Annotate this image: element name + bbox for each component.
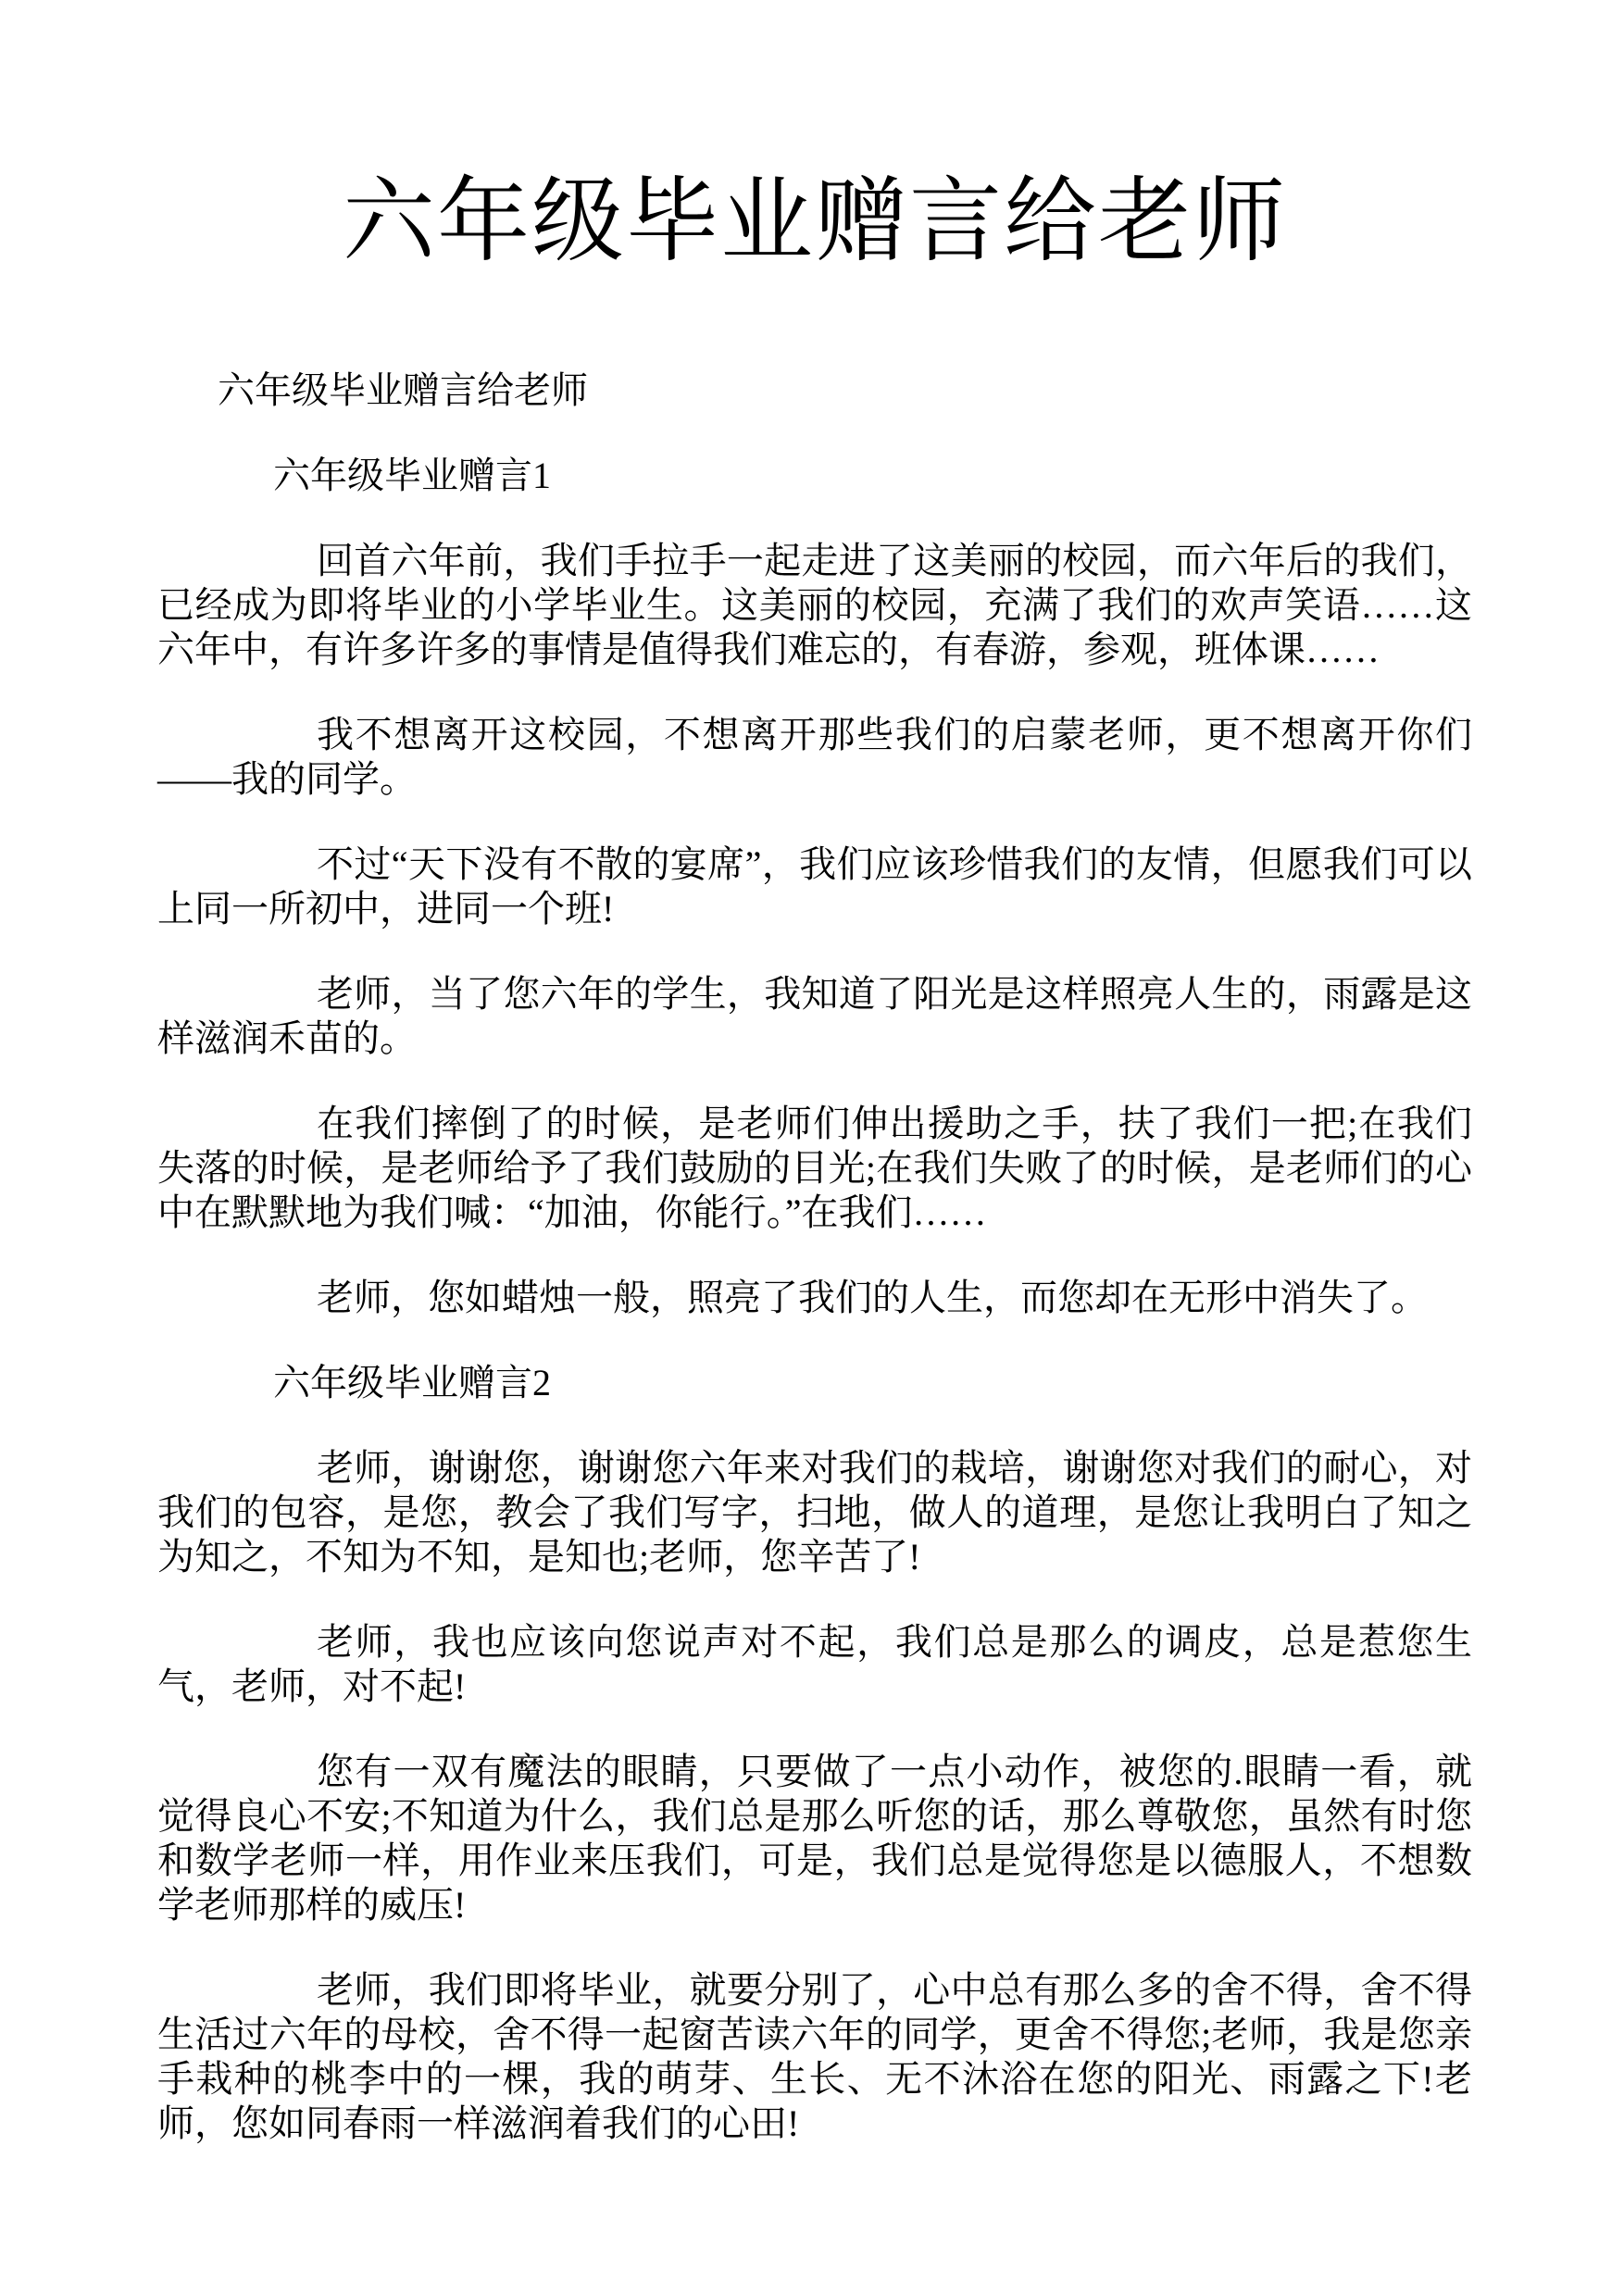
paragraph: 老师，谢谢您，谢谢您六年来对我们的栽培，谢谢您对我们的耐心，对我们的包容，是您，教会了我们写字，扫地，做人的道理，是您让我明白了知之为知之，不知为不知，是知也;老师，您辛苦了! bbox=[157, 1447, 1472, 1578]
section-heading-1: 六年级毕业赠言1 bbox=[273, 455, 551, 496]
document-title: 六年级毕业赠言给老师 bbox=[343, 170, 1287, 273]
paragraph: 老师，我也应该向您说声对不起，我们总是那么的调皮，总是惹您生气，老师，对不起! bbox=[157, 1621, 1472, 1707]
paragraph: 在我们摔倒了的时候，是老师们伸出援助之手，扶了我们一把;在我们失落的时候，是老师给予了我们鼓励的目光;在我们失败了的时候，是老师们的心中在默默地为我们喊：“加油，你能行。”在我们…… bbox=[157, 1103, 1472, 1233]
paragraph: 老师，当了您六年的学生，我知道了阳光是这样照亮人生的，雨露是这样滋润禾苗的。 bbox=[157, 973, 1472, 1059]
intro-line: 六年级毕业赠言给老师 bbox=[218, 369, 588, 411]
paragraph: 您有一双有魔法的眼睛，只要做了一点小动作，被您的.眼睛一看，就觉得良心不安;不知道为什么，我们总是那么听您的话，那么尊敬您，虽然有时您和数学老师一样，用作业来压我们，可是，我们总是觉得您是以德服人，不想数学老师那样的威压! bbox=[157, 1751, 1472, 1926]
paragraph: 我不想离开这校园，不想离开那些我们的启蒙老师，更不想离开你们——我的同学。 bbox=[157, 714, 1472, 800]
paragraph: 回首六年前，我们手拉手一起走进了这美丽的校园，而六年后的我们，已经成为即将毕业的小学毕业生。这美丽的校园，充满了我们的欢声笑语……这六年中，有许多许多的事情是值得我们难忘的，有春游，参观，班体课…… bbox=[157, 540, 1472, 670]
section-heading-2: 六年级毕业赠言2 bbox=[273, 1362, 551, 1403]
paragraph: 不过“天下没有不散的宴席”，我们应该珍惜我们的友情，但愿我们可以上同一所初中，进同一个班! bbox=[157, 843, 1472, 929]
paragraph: 老师，您如蜡烛一般，照亮了我们的人生，而您却在无形中消失了。 bbox=[317, 1277, 1428, 1318]
paragraph: 老师，我们即将毕业，就要分别了，心中总有那么多的舍不得，舍不得生活过六年的母校，舍不得一起窗苦读六年的同学，更舍不得您;老师，我是您亲手栽种的桃李中的一棵，我的萌芽、生长、无不沐浴在您的阳光、雨露之下!老师，您如同春雨一样滋润着我们的心田! bbox=[157, 1969, 1472, 2144]
